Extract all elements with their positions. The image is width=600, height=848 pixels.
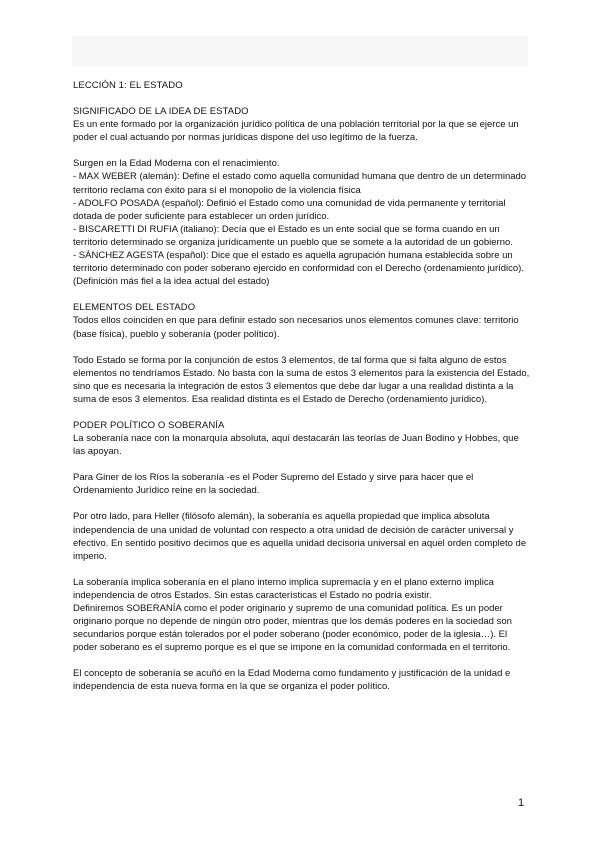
document-body [73,79,531,694]
lesson-title: LECCIÓN 1: EL ESTADO [73,80,183,91]
paragraph-line: - ADOLFO POSADA (español): Definió el Estado como una comunidad de vida permanente y territorial dotada de poder suficiente para establecer un orden jurídico. [73,197,506,222]
paragraph-line: - MAX WEBER (alemán): Define el estado como aquella comunidad humana que dentro de un determinado territorio reclama con éxito para sí el monopolio de la violencia física [73,171,527,196]
paragraph-line: Todo Estado se forma por la conjunción de estos 3 elementos, de tal forma que si falta alguno de estos elementos no tendríamos Estado. No basta con la suma de estos 3 elementos para la existencia del Estado, sino que es necesaria la integración de estos 3 elementos que debe dar lugar a una realidad distinta a la suma de esos 3 elementos. Esa realidad distinta es el Estado de Derecho (ordenamiento jurídico). [73,354,530,405]
paragraph-line: La soberanía nace con la monarquía absoluta, aquí destacarán las teorías de Juan Bodino y Hobbes, que las apoyan. [73,433,519,458]
page-number: 1 [518,797,525,809]
section-heading: SIGNIFICADO DE LA IDEA DE ESTADO [73,106,249,118]
paragraph-line: - BISCARETTI DI RUFIA (italiano): Decía que el Estado es un ente social que se forma cuando en un territorio determinado se organiza jurídicamente un pueblo que se somete a la autoridad de un gobierno. [73,223,513,248]
paragraph-line: Es un ente formado por la organización jurídico política de una población territorial por la que se ejerce un poder el cual actuando por normas jurídicas dispone del uso legítimo de la fuerza. [73,119,519,144]
paragraph-line: La soberanía implica soberanía en el plano interno implica supremacía y en el plano externo implica independencia de otros Estados. Sin estas características el Estado no podría existir. [73,576,494,601]
paragraph-line: Todos ellos coinciden en que para definir estado son necesarios unos elementos comunes clave: territorio (base física), pueblo y soberanía (poder político). [73,315,519,340]
section-heading: PODER POLÍTICO O SOBERANÍA [73,419,225,431]
paragraph-line: Por otro lado, para Heller (filósofo alemán), la soberanía es aquella propiedad que implica absoluta independencia de una unidad de voluntad con respecto a otra unidad de decisión de carácter universal y efectivo. En sentido positivo decimos que es aquella unidad decisoria universal en aquel orden completo de imperio. [73,511,527,562]
paragraph-line: El concepto de soberanía se acuñó en la Edad Moderna como fundamento y justificación de la unidad e independencia de esta nueva forma en la que se organiza el poder político. [73,668,511,693]
paragraph-line: Definiremos SOBERANÍA como el poder originario y supremo de una comunidad política. Es un poder originario porque no depende de ningún otro poder, mientras que los demás poderes en la sociedad son secundarios porque están tolerados por el poder soberano (poder económico, poder de la iglesia…). El poder soberano es el supremo porque es el que se impone en la comunidad conformada en el territorio. [73,603,512,654]
page-header-band [72,36,528,66]
paragraph-line: Surgen en la Edad Moderna con el renacimiento. [73,158,280,170]
section-heading: ELEMENTOS DEL ESTADO [73,302,196,314]
paragraph-line: Para Giner de los Ríos la soberanía -es el Poder Supremo del Estado y sirve para hacer que el Ordenamiento Jurídico reine en la sociedad. [73,472,474,497]
paragraph-line: - SÁNCHEZ AGESTA (español): Dice que el estado es aquella agrupación humana establecida sobre un territorio determinado con poder soberano ejercido en conformidad con el Derecho (ordenamiento jurídico). (Definición más fiel a la idea actual del estado) [73,250,524,288]
